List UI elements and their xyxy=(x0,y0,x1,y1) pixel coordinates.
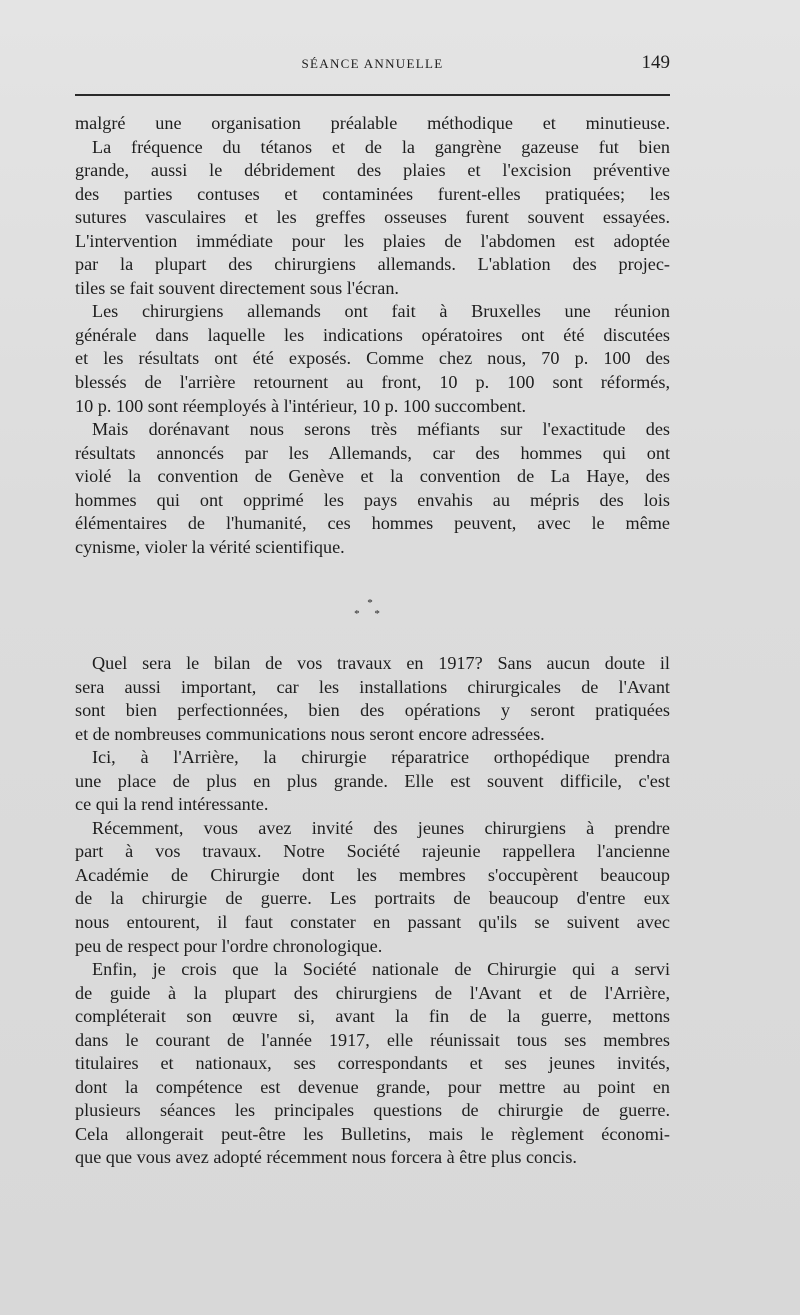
text-line: peu de respect pour l'ordre chronologique. xyxy=(75,935,383,956)
text-line: Récemment, vous avez invité des jeunes chirurgiens à prendre xyxy=(92,817,670,838)
body-text-lower xyxy=(75,652,670,1170)
text-line: blessés de l'arrière retournent au front, 10 p. 100 sont réformés, xyxy=(75,372,670,393)
text-line: une place de plus en plus grande. Elle est souvent difficile, c'est xyxy=(75,770,670,791)
text-line: violé la convention de Genève et la convention de La Haye, des xyxy=(75,466,670,487)
text-line: de guide à la plupart des chirurgiens de l'Avant et de l'Arrière, xyxy=(75,982,670,1003)
text-line: Cela allongerait peut-être les Bulletins, mais le règlement économi- xyxy=(75,1123,670,1144)
text-line: de la chirurgie de guerre. Les portraits de beaucoup d'entre eux xyxy=(75,888,670,909)
text-line: générale dans laquelle les indications opératoires ont été discutées xyxy=(75,324,670,345)
text-line: titulaires et nationaux, ses correspondants et ses jeunes invités, xyxy=(75,1053,670,1074)
text-line: Les chirurgiens allemands ont fait à Bruxelles une réunion xyxy=(92,301,670,322)
text-line: Académie de Chirurgie dont les membres s'occupèrent beaucoup xyxy=(75,864,670,885)
text-line: hommes qui ont opprimé les pays envahis au mépris des lois xyxy=(75,489,670,510)
text-line: dans le courant de l'année 1917, elle réunissait tous ses membres xyxy=(75,1029,670,1050)
text-line: 10 p. 100 sont réemployés à l'intérieur, 10 p. 100 succombent. xyxy=(75,395,527,416)
text-line: dont la compétence est devenue grande, pour mettre au point en xyxy=(75,1076,670,1097)
asterism-bottom: * * xyxy=(354,608,386,620)
asterism-top: * xyxy=(367,597,373,609)
text-line: Enfin, je crois que la Société nationale de Chirurgie qui a servi xyxy=(92,959,670,980)
text-line: Ici, à l'Arrière, la chirurgie réparatrice orthopédique prendra xyxy=(92,747,670,768)
text-line: Quel sera le bilan de vos travaux en 1917? Sans aucun doute il xyxy=(92,653,670,673)
running-head xyxy=(75,52,670,76)
text-line: élémentaires de l'humanité, ces hommes peuvent, avec le même xyxy=(75,513,670,534)
text-line: sutures vasculaires et les greffes osseuses furent souvent essayées. xyxy=(75,207,670,228)
section-separator-asterism xyxy=(350,598,390,628)
text-line: ce qui la rend intéressante. xyxy=(75,794,269,815)
text-line: et les résultats ont été exposés. Comme chez nous, 70 p. 100 des xyxy=(75,348,670,369)
text-line: des parties contuses et contaminées furent-elles pratiquées; les xyxy=(75,183,670,204)
text-line: sera aussi important, car les installations chirurgicales de l'Avant xyxy=(75,676,670,697)
text-line: malgré une organisation préalable méthodique et minutieuse. xyxy=(75,113,670,133)
text-line: grande, aussi le débridement des plaies et l'excision préventive xyxy=(75,160,670,181)
text-line: L'intervention immédiate pour les plaies de l'abdomen est adoptée xyxy=(75,230,670,251)
text-line: par la plupart des chirurgiens allemands. L'ablation des projec- xyxy=(75,254,670,275)
text-line: Mais dorénavant nous serons très méfiants sur l'exactitude des xyxy=(92,419,670,440)
text-line: résultats annoncés par les Allemands, car des hommes qui ont xyxy=(75,442,670,463)
text-line: et de nombreuses communications nous seront encore adressées. xyxy=(75,723,545,744)
text-line: sont bien perfectionnées, bien des opérations y seront pratiquées xyxy=(75,700,670,721)
text-line: plusieurs séances les principales questions de chirurgie de guerre. xyxy=(75,1100,670,1121)
text-line: compléterait son œuvre si, avant la fin de la guerre, mettons xyxy=(75,1006,670,1027)
body-text-upper xyxy=(75,112,670,559)
text-line: cynisme, violer la vérité scientifique. xyxy=(75,536,345,557)
running-title: SÉANCE ANNUELLE xyxy=(301,56,444,71)
page-number: 149 xyxy=(641,52,670,73)
text-line: part à vos travaux. Notre Société rajeunie rappellera l'ancienne xyxy=(75,841,670,862)
text-line: La fréquence du tétanos et de la gangrène gazeuse fut bien xyxy=(92,136,670,157)
text-line: nous entourent, il faut constater en passant qu'ils se suivent avec xyxy=(75,912,670,933)
header-rule xyxy=(75,94,670,96)
text-line: que que vous avez adopté récemment nous forcera à être plus concis. xyxy=(75,1147,577,1168)
text-line: tiles se fait souvent directement sous l'écran. xyxy=(75,277,399,298)
